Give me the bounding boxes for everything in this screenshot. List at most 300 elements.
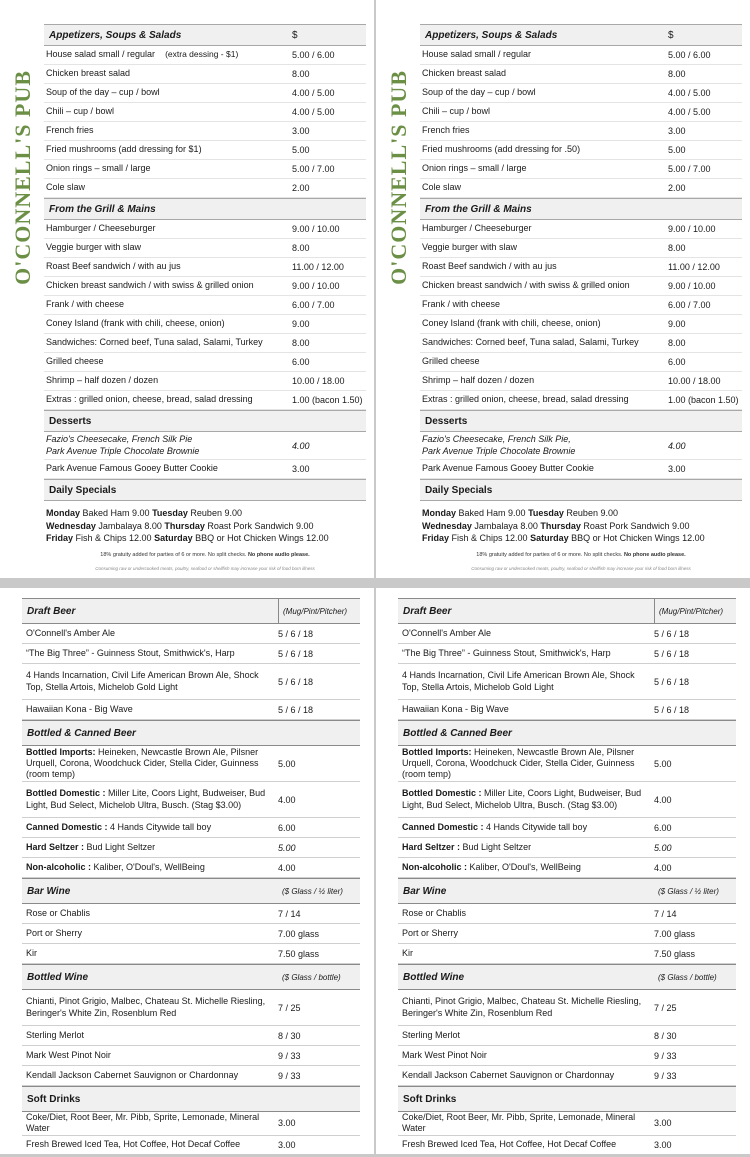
item-name: Sandwiches: Corned beef, Tuna salad, Salami, Turkey <box>46 337 263 348</box>
item-price: 4.00 <box>654 794 672 805</box>
list-item <box>398 818 736 838</box>
item-price: 5 / 6 / 18 <box>654 704 690 715</box>
item-price: 11.00 / 12.00 <box>292 262 344 272</box>
item-price: 4.00 <box>654 862 672 873</box>
item-name: Extras : grilled onion, cheese, bread, salad dressing <box>422 394 629 405</box>
section-bottled-wine <box>22 964 360 990</box>
item-name: Kendall Jackson Cabernet Sauvignon or Chardonnay <box>26 1069 239 1080</box>
item-price: 5 / 6 / 18 <box>654 676 690 687</box>
section-title: Desserts <box>49 415 92 427</box>
list-item <box>420 103 742 122</box>
item-price: 1.00 (bacon 1.50) <box>292 395 363 405</box>
list-item <box>398 1112 736 1136</box>
list-item <box>22 1026 360 1046</box>
column-header: (Mug/Pint/Pitcher) <box>654 599 736 623</box>
section-grill <box>44 198 366 220</box>
item-price: 6.00 / 7.00 <box>292 300 335 310</box>
list-item <box>44 239 366 258</box>
drink-menu-right <box>376 588 750 1154</box>
item-name: Onion rings – small / large <box>422 163 527 174</box>
list-item <box>420 460 742 479</box>
list-item <box>22 818 360 838</box>
list-item <box>22 644 360 664</box>
item-price: 5.00 / 7.00 <box>292 164 335 174</box>
bottled-wine-list <box>22 990 360 1086</box>
item-name: French fries <box>46 125 94 136</box>
item-name: Coke/Diet, Root Beer, Mr. Pibb, Sprite, Lemonade, Mineral Water <box>402 1112 636 1134</box>
item-price: 5.00 <box>668 145 686 155</box>
list-item <box>22 904 360 924</box>
list-item <box>44 372 366 391</box>
item-price: 8 / 30 <box>654 1030 677 1041</box>
item-name: Port or Sherry <box>402 927 459 938</box>
item-name: Coke/Diet, Root Beer, Mr. Pibb, Sprite, Lemonade, Mineral Water <box>26 1112 260 1134</box>
item-price: 9 / 33 <box>654 1050 677 1061</box>
list-item <box>420 277 742 296</box>
item-price: 5.00 / 7.00 <box>668 164 711 174</box>
item-price: 5.00 <box>278 758 296 769</box>
item-price: 6.00 <box>292 357 310 367</box>
item-name: Hard Seltzer : Bud Light Seltzer <box>402 841 532 852</box>
dessert-price: 4.00 <box>292 440 310 451</box>
list-item <box>420 46 742 65</box>
list-item <box>398 944 736 964</box>
section-grill <box>420 198 742 220</box>
item-price: 8.00 <box>668 338 686 348</box>
item-price: 4.00 / 5.00 <box>292 88 335 98</box>
item-price: 9.00 / 10.00 <box>668 224 716 234</box>
list-item <box>398 858 736 878</box>
item-name: Roast Beef sandwich / with au jus <box>46 261 181 272</box>
list-item <box>22 624 360 644</box>
list-item <box>420 372 742 391</box>
section-appetizers <box>44 24 366 46</box>
item-name: House salad small / regular <box>422 49 532 60</box>
item-name: Bottled Imports: Heineken, Newcastle Brown Ale, Pilsner Urquell, Corona, Woodchuck Cider, Stella Cider, Guinness (room temp) <box>402 746 635 780</box>
item-price: 4.00 / 5.00 <box>292 107 335 117</box>
item-price: 9.00 <box>668 319 686 329</box>
item-price: 8.00 <box>292 338 310 348</box>
item-price: 9 / 33 <box>654 1070 677 1081</box>
item-price: 5 / 6 / 18 <box>654 648 690 659</box>
list-item <box>44 353 366 372</box>
item-price: 4.00 <box>278 862 296 873</box>
section-title: Bottled & Canned Beer <box>27 727 136 739</box>
list-item <box>420 179 742 198</box>
item-name: Grilled cheese <box>46 356 104 367</box>
list-item <box>420 353 742 372</box>
item-name: Bottled Domestic : Miller Lite, Coors Light, Budweiser, Bud Light, Bud Select, Michelob Ultra, Busch. (Stag $3.00) <box>26 788 266 810</box>
item-name: Coney Island (frank with chili, cheese, onion) <box>422 318 601 329</box>
drink-menu-left <box>0 588 374 1154</box>
item-price: 3.00 <box>292 126 310 136</box>
item-name: O'Connell's Amber Ale <box>402 627 491 638</box>
list-item <box>420 65 742 84</box>
dessert-item: Park Avenue Famous Gooey Butter Cookie <box>422 463 594 474</box>
item-price: 10.00 / 18.00 <box>292 376 345 386</box>
drink-menu <box>398 598 736 1154</box>
item-name: Veggie burger with slaw <box>422 242 518 253</box>
pub-logo: O'CONNELL'S PUB <box>10 70 35 285</box>
item-name: Fried mushrooms (add dressing for $1) <box>46 144 202 155</box>
item-name: “The Big Three” - Guinness Stout, Smithwick's, Harp <box>402 647 611 658</box>
item-name: Fresh Brewed Iced Tea, Hot Coffee, Hot Decaf Coffee <box>26 1139 241 1150</box>
list-item <box>22 1066 360 1086</box>
item-name: 4 Hands Incarnation, Civil Life American Brown Ale, Shock Top, Stella Artois, Michelob Gold Light <box>26 670 259 692</box>
section-draft-beer <box>398 598 736 624</box>
item-name: Chili – cup / bowl <box>46 106 115 117</box>
list-item <box>398 746 736 782</box>
list-item <box>22 858 360 878</box>
list-item <box>398 1046 736 1066</box>
item-price: 8.00 <box>668 243 686 253</box>
item-name: Chicken breast salad <box>422 68 507 79</box>
section-title: From the Grill & Mains <box>49 203 156 215</box>
item-price: 3.00 <box>278 1140 296 1150</box>
list-item <box>398 644 736 664</box>
list-item <box>420 315 742 334</box>
column-header: ($ Glass / bottle) <box>282 972 341 982</box>
list-item <box>44 277 366 296</box>
list-item <box>44 103 366 122</box>
item-price: 9.00 / 10.00 <box>668 281 716 291</box>
column-header: ($ Glass / ½ liter) <box>658 886 719 896</box>
dessert-price: 3.00 <box>668 464 686 474</box>
item-price: 6.00 <box>278 822 296 833</box>
list-item <box>420 141 742 160</box>
section-daily-specials <box>420 479 742 501</box>
item-price: 9 / 33 <box>278 1070 301 1081</box>
item-price: 9.00 <box>292 319 310 329</box>
item-name: Onion rings – small / large <box>46 163 151 174</box>
section-title: Desserts <box>425 415 468 427</box>
item-name: Canned Domestic : 4 Hands Citywide tall boy <box>26 821 212 832</box>
item-name: “The Big Three” - Guinness Stout, Smithwick's, Harp <box>26 647 235 658</box>
list-item <box>420 432 742 460</box>
item-price: 8.00 <box>668 69 686 79</box>
list-item <box>420 258 742 277</box>
list-item <box>22 782 360 818</box>
appetizer-list <box>44 46 366 198</box>
item-name: Kendall Jackson Cabernet Sauvignon or Chardonnay <box>402 1069 615 1080</box>
bottled-beer-list <box>22 746 360 878</box>
list-item <box>22 1136 360 1155</box>
list-item <box>420 122 742 141</box>
item-name: Chicken breast salad <box>46 68 131 79</box>
item-name: Extras : grilled onion, cheese, bread, salad dressing <box>46 394 253 405</box>
dessert-item: Fazio's Cheesecake, French Silk Pie, Park Avenue Triple Chocolate Brownie <box>422 434 576 456</box>
grill-list <box>44 220 366 410</box>
food-menu <box>44 24 366 578</box>
list-item <box>22 700 360 720</box>
item-price: 6.00 / 7.00 <box>668 300 711 310</box>
list-item <box>398 990 736 1026</box>
bottled-beer-list <box>398 746 736 878</box>
section-title: Soft Drinks <box>403 1093 457 1105</box>
item-name: Chianti, Pinot Grigio, Malbec, Chateau St. Michelle Riesling, Beringer's White Zin, Rosenblum Red <box>26 996 266 1018</box>
item-name: House salad small / regular (extra dessing - $1) <box>46 49 239 60</box>
list-item <box>44 296 366 315</box>
list-item <box>22 746 360 782</box>
item-price: 6.00 <box>654 822 672 833</box>
item-name: Roast Beef sandwich / with au jus <box>422 261 557 272</box>
food-safety-note: Consuming raw or undercooked meats, poultry, seafood or shellfish may increase your risk of food born illness <box>95 566 315 571</box>
list-item <box>22 1112 360 1136</box>
list-item <box>44 315 366 334</box>
item-name: Frank / with cheese <box>422 299 501 310</box>
item-price: 5.00 / 6.00 <box>668 50 711 60</box>
section-title: Daily Specials <box>425 484 493 496</box>
item-price: 5 / 6 / 18 <box>278 628 314 639</box>
item-price: 11.00 / 12.00 <box>668 262 720 272</box>
list-item <box>420 220 742 239</box>
bottled-wine-list <box>398 990 736 1086</box>
list-item <box>44 84 366 103</box>
section-title: Daily Specials <box>49 484 117 496</box>
section-bar-wine <box>398 878 736 904</box>
list-item <box>22 924 360 944</box>
list-item <box>44 141 366 160</box>
item-price: 8.00 <box>292 69 310 79</box>
bar-wine-list <box>22 904 360 964</box>
item-price: 4.00 / 5.00 <box>668 88 711 98</box>
list-item <box>22 944 360 964</box>
draft-beer-list <box>22 624 360 720</box>
item-price: 10.00 / 18.00 <box>668 376 721 386</box>
grill-list <box>420 220 742 410</box>
list-item <box>398 782 736 818</box>
list-item <box>398 624 736 644</box>
item-price: 5.00 <box>292 145 310 155</box>
section-bottled-wine <box>398 964 736 990</box>
section-desserts <box>44 410 366 432</box>
section-draft-beer <box>22 598 360 624</box>
soft-drinks-list <box>398 1112 736 1154</box>
item-price: 5.00 / 6.00 <box>292 50 335 60</box>
item-name: Bottled Imports: Heineken, Newcastle Brown Ale, Pilsner Urquell, Corona, Woodchuck Cider, Stella Cider, Guinness (room temp) <box>26 746 259 780</box>
item-name: Shrimp – half dozen / dozen <box>46 375 159 386</box>
item-name: O'Connell's Amber Ale <box>26 627 115 638</box>
item-name: Non-alcoholic : Kaliber, O'Doul's, WellBeing <box>402 861 581 872</box>
item-name: Sterling Merlot <box>402 1029 461 1040</box>
item-price: 8 / 30 <box>278 1030 301 1041</box>
food-menu <box>420 24 742 578</box>
draft-beer-list <box>398 624 736 720</box>
list-item <box>398 1066 736 1086</box>
section-soft-drinks <box>398 1086 736 1112</box>
item-price: 7.00 glass <box>278 928 320 939</box>
item-price: 7 / 25 <box>278 1002 301 1013</box>
item-name: Hawaiian Kona - Big Wave <box>26 703 133 714</box>
list-item <box>44 65 366 84</box>
item-name: Hamburger / Cheeseburger <box>422 223 532 234</box>
list-item <box>398 664 736 700</box>
item-price: 7 / 25 <box>654 1002 677 1013</box>
item-note: (extra dessing - $1) <box>165 49 239 60</box>
item-price: 5 / 6 / 18 <box>278 704 314 715</box>
dessert-item: Fazio's Cheesecake, French Silk Pie Park Avenue Triple Chocolate Brownie <box>46 434 200 456</box>
section-title: Soft Drinks <box>27 1093 81 1105</box>
item-name: Cole slaw <box>422 182 462 193</box>
list-item <box>44 122 366 141</box>
daily-specials-text: Monday Baked Ham 9.00 Tuesday Reuben 9.00 Wednesday Jambalaya 8.00 Thursday Roast Pork Sandwich 9.00 Friday Fish & Chips 12.00 Saturday BBQ or Hot Chicken Wings 12.00 18% gratuity added for parties of 6 or more. No split checks. No phone audio please. Consuming raw or undercooked meats, poultry, seafood or shellfish may increase your risk of food born illness <box>44 501 366 578</box>
appetizer-list <box>420 46 742 198</box>
list-item <box>44 179 366 198</box>
item-name: Shrimp – half dozen / dozen <box>422 375 535 386</box>
item-name: Canned Domestic : 4 Hands Citywide tall boy <box>402 821 588 832</box>
list-item <box>398 904 736 924</box>
dessert-price: 4.00 <box>668 440 686 451</box>
item-name: Rose or Chablis <box>26 907 91 918</box>
list-item <box>44 432 366 460</box>
section-title: Appetizers, Soups & Salads <box>425 29 558 41</box>
list-item <box>44 460 366 479</box>
food-safety-note: Consuming raw or undercooked meats, poultry, seafood or shellfish may increase your risk of food born illness <box>471 566 691 571</box>
section-title: Bottled Wine <box>403 971 465 983</box>
item-name: French fries <box>422 125 470 136</box>
item-price: 7.50 glass <box>654 948 696 959</box>
food-menu-left <box>0 0 374 578</box>
item-name: Non-alcoholic : Kaliber, O'Doul's, WellBeing <box>26 861 205 872</box>
list-item <box>420 391 742 410</box>
item-name: Chicken breast sandwich / with swiss & grilled onion <box>46 280 254 291</box>
dessert-item: Park Avenue Famous Gooey Butter Cookie <box>46 463 218 474</box>
item-price: 1.00 (bacon 1.50) <box>668 395 739 405</box>
list-item <box>420 296 742 315</box>
item-name: Kir <box>402 947 413 958</box>
list-item <box>398 838 736 858</box>
section-title: Bar Wine <box>403 885 447 897</box>
list-item <box>44 46 366 65</box>
item-name: Hard Seltzer : Bud Light Seltzer <box>26 841 156 852</box>
item-name: Sandwiches: Corned beef, Tuna salad, Salami, Turkey <box>422 337 639 348</box>
list-item <box>22 1046 360 1066</box>
item-price: 7 / 14 <box>278 908 301 919</box>
dessert-price: 3.00 <box>292 464 310 474</box>
column-header: (Mug/Pint/Pitcher) <box>278 599 360 623</box>
list-item <box>44 391 366 410</box>
item-price: 5 / 6 / 18 <box>278 648 314 659</box>
list-item <box>420 160 742 179</box>
item-price: 6.00 <box>668 357 686 367</box>
item-name: Coney Island (frank with chili, cheese, onion) <box>46 318 225 329</box>
item-price: 3.00 <box>278 1118 296 1129</box>
list-item <box>44 220 366 239</box>
item-name: Rose or Chablis <box>402 907 467 918</box>
item-name: Cole slaw <box>46 182 86 193</box>
item-name: Chicken breast sandwich / with swiss & grilled onion <box>422 280 630 291</box>
list-item <box>420 334 742 353</box>
item-price: 7.50 glass <box>278 948 320 959</box>
price-column-header: $ <box>292 29 298 41</box>
item-price: 2.00 <box>292 183 310 193</box>
item-price: 3.00 <box>668 126 686 136</box>
item-price: 5.00 <box>654 758 672 769</box>
item-price: 8.00 <box>292 243 310 253</box>
item-price: 5.00 <box>654 842 672 853</box>
drink-menu <box>22 598 360 1154</box>
gratuity-note: 18% gratuity added for parties of 6 or more. No split checks. No phone audio please. <box>476 551 686 558</box>
section-bottled-beer <box>22 720 360 746</box>
soft-drinks-list <box>22 1112 360 1154</box>
section-title: From the Grill & Mains <box>425 203 532 215</box>
section-desserts <box>420 410 742 432</box>
item-name: Soup of the day – cup / bowl <box>422 87 536 98</box>
item-price: 3.00 <box>654 1140 672 1150</box>
item-price: 5 / 6 / 18 <box>654 628 690 639</box>
item-name: Veggie burger with slaw <box>46 242 142 253</box>
list-item <box>44 334 366 353</box>
section-title: Appetizers, Soups & Salads <box>49 29 182 41</box>
pub-logo: O'CONNELL'S PUB <box>386 70 411 285</box>
list-item <box>398 700 736 720</box>
column-header: ($ Glass / ½ liter) <box>282 886 343 896</box>
item-price: 7.00 glass <box>654 928 696 939</box>
item-name: Port or Sherry <box>26 927 83 938</box>
section-title: Draft Beer <box>27 605 76 617</box>
bar-wine-list <box>398 904 736 964</box>
section-title: Bar Wine <box>27 885 71 897</box>
column-header: ($ Glass / bottle) <box>658 972 717 982</box>
list-item <box>420 239 742 258</box>
section-daily-specials <box>44 479 366 501</box>
item-name: Kir <box>26 947 37 958</box>
item-name: Hamburger / Cheeseburger <box>46 223 156 234</box>
section-bottled-beer <box>398 720 736 746</box>
item-name: Mark West Pinot Noir <box>402 1049 487 1060</box>
section-soft-drinks <box>22 1086 360 1112</box>
item-price: 7 / 14 <box>654 908 677 919</box>
item-price: 5 / 6 / 18 <box>278 676 314 687</box>
section-title: Bottled & Canned Beer <box>403 727 512 739</box>
item-name: Soup of the day – cup / bowl <box>46 87 160 98</box>
item-price: 9 / 33 <box>278 1050 301 1061</box>
item-price: 4.00 <box>278 794 296 805</box>
list-item <box>398 1136 736 1155</box>
item-name: Bottled Domestic : Miller Lite, Coors Light, Budweiser, Bud Light, Bud Select, Michelob Ultra, Busch. (Stag $3.00) <box>402 788 642 810</box>
section-bar-wine <box>22 878 360 904</box>
food-menu-right <box>376 0 750 578</box>
item-name: Grilled cheese <box>422 356 480 367</box>
list-item <box>22 838 360 858</box>
item-price: 3.00 <box>654 1118 672 1129</box>
item-price: 9.00 / 10.00 <box>292 281 340 291</box>
item-name: Sterling Merlot <box>26 1029 85 1040</box>
section-appetizers <box>420 24 742 46</box>
list-item <box>398 924 736 944</box>
section-title: Draft Beer <box>403 605 452 617</box>
list-item <box>44 258 366 277</box>
list-item <box>22 664 360 700</box>
list-item <box>398 1026 736 1046</box>
list-item <box>420 84 742 103</box>
item-name: Mark West Pinot Noir <box>26 1049 111 1060</box>
item-price: 5.00 <box>278 842 296 853</box>
item-name: Fried mushrooms (add dressing for .50) <box>422 144 581 155</box>
list-item <box>44 160 366 179</box>
item-name: 4 Hands Incarnation, Civil Life American Brown Ale, Shock Top, Stella Artois, Michelob Gold Light <box>402 670 635 692</box>
item-name: Frank / with cheese <box>46 299 125 310</box>
list-item <box>22 990 360 1026</box>
gratuity-note: 18% gratuity added for parties of 6 or more. No split checks. No phone audio please. <box>100 551 310 558</box>
item-price: 4.00 / 5.00 <box>668 107 711 117</box>
item-price: 9.00 / 10.00 <box>292 224 340 234</box>
item-name: Chili – cup / bowl <box>422 106 491 117</box>
price-column-header: $ <box>668 29 674 41</box>
item-name: Hawaiian Kona - Big Wave <box>402 703 509 714</box>
item-price: 2.00 <box>668 183 686 193</box>
section-title: Bottled Wine <box>27 971 89 983</box>
